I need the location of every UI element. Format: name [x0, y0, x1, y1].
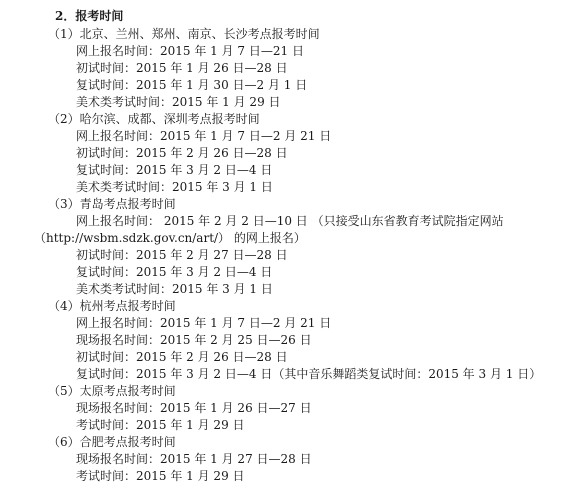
text-line: 初试时间：2015 年 2 月 26 日—28 日	[76, 146, 288, 160]
text-line: 考试时间：2015 年 1 月 29 日	[76, 469, 245, 483]
section-heading: 2．报考时间	[55, 9, 124, 23]
text-line: 网上报名时间：2015 年 1 月 7 日—2 月 21 日	[76, 129, 332, 143]
sub-heading-hangzhou: （4）杭州考点报考时间	[48, 299, 176, 313]
text-line: 美术类考试时间：2015 年 3 月 1 日	[76, 180, 273, 194]
text-line: 现场报名时间：2015 年 1 月 26 日—27 日	[76, 401, 312, 415]
text-line: 复试时间：2015 年 1 月 30 日—2 月 1 日	[76, 78, 308, 92]
sub-heading-hefei: （6）合肥考点报考时间	[48, 435, 176, 449]
text-line: 初试时间：2015 年 1 月 26 日—28 日	[76, 61, 288, 75]
text-line: 网上报名时间： 2015 年 2 月 2 日—10 日 （只接受山东省教育考试院指定网站	[76, 214, 504, 228]
text-line: 复试时间：2015 年 3 月 2 日—4 日	[76, 163, 273, 177]
text-line: 网上报名时间：2015 年 1 月 7 日—2 月 21 日	[76, 316, 332, 330]
text-line: 考试时间：2015 年 1 月 29 日	[76, 418, 245, 432]
sub-heading-harbin: （2）哈尔滨、成都、深圳考点报考时间	[48, 112, 260, 126]
sub-heading-beijing: （1）北京、兰州、郑州、南京、长沙考点报考时间	[48, 27, 320, 41]
sub-heading-qingdao: （3）青岛考点报考时间	[48, 197, 176, 211]
sub-heading-taiyuan: （5）太原考点报考时间	[48, 384, 176, 398]
text-line: 初试时间：2015 年 2 月 27 日—28 日	[76, 248, 288, 262]
text-line: 美术类考试时间：2015 年 3 月 1 日	[76, 282, 273, 296]
text-line: 网上报名时间：2015 年 1 月 7 日—21 日	[76, 44, 304, 58]
text-line: 复试时间：2015 年 3 月 2 日—4 日	[76, 265, 273, 279]
text-line: 现场报名时间：2015 年 2 月 25 日—26 日	[76, 333, 312, 347]
text-line: 初试时间：2015 年 2 月 26 日—28 日	[76, 350, 288, 364]
text-line: 复试时间：2015 年 3 月 2 日—4 日（其中音乐舞蹈类复试时间：2015 年 3 月 1 日）	[76, 367, 542, 381]
text-line: 美术类考试时间：2015 年 1 月 29 日	[76, 95, 281, 109]
text-line: 现场报名时间：2015 年 1 月 27 日—28 日	[76, 452, 312, 466]
text-line-url: （http://wsbm.sdzk.gov.cn/art/） 的网上报名）	[34, 231, 306, 245]
